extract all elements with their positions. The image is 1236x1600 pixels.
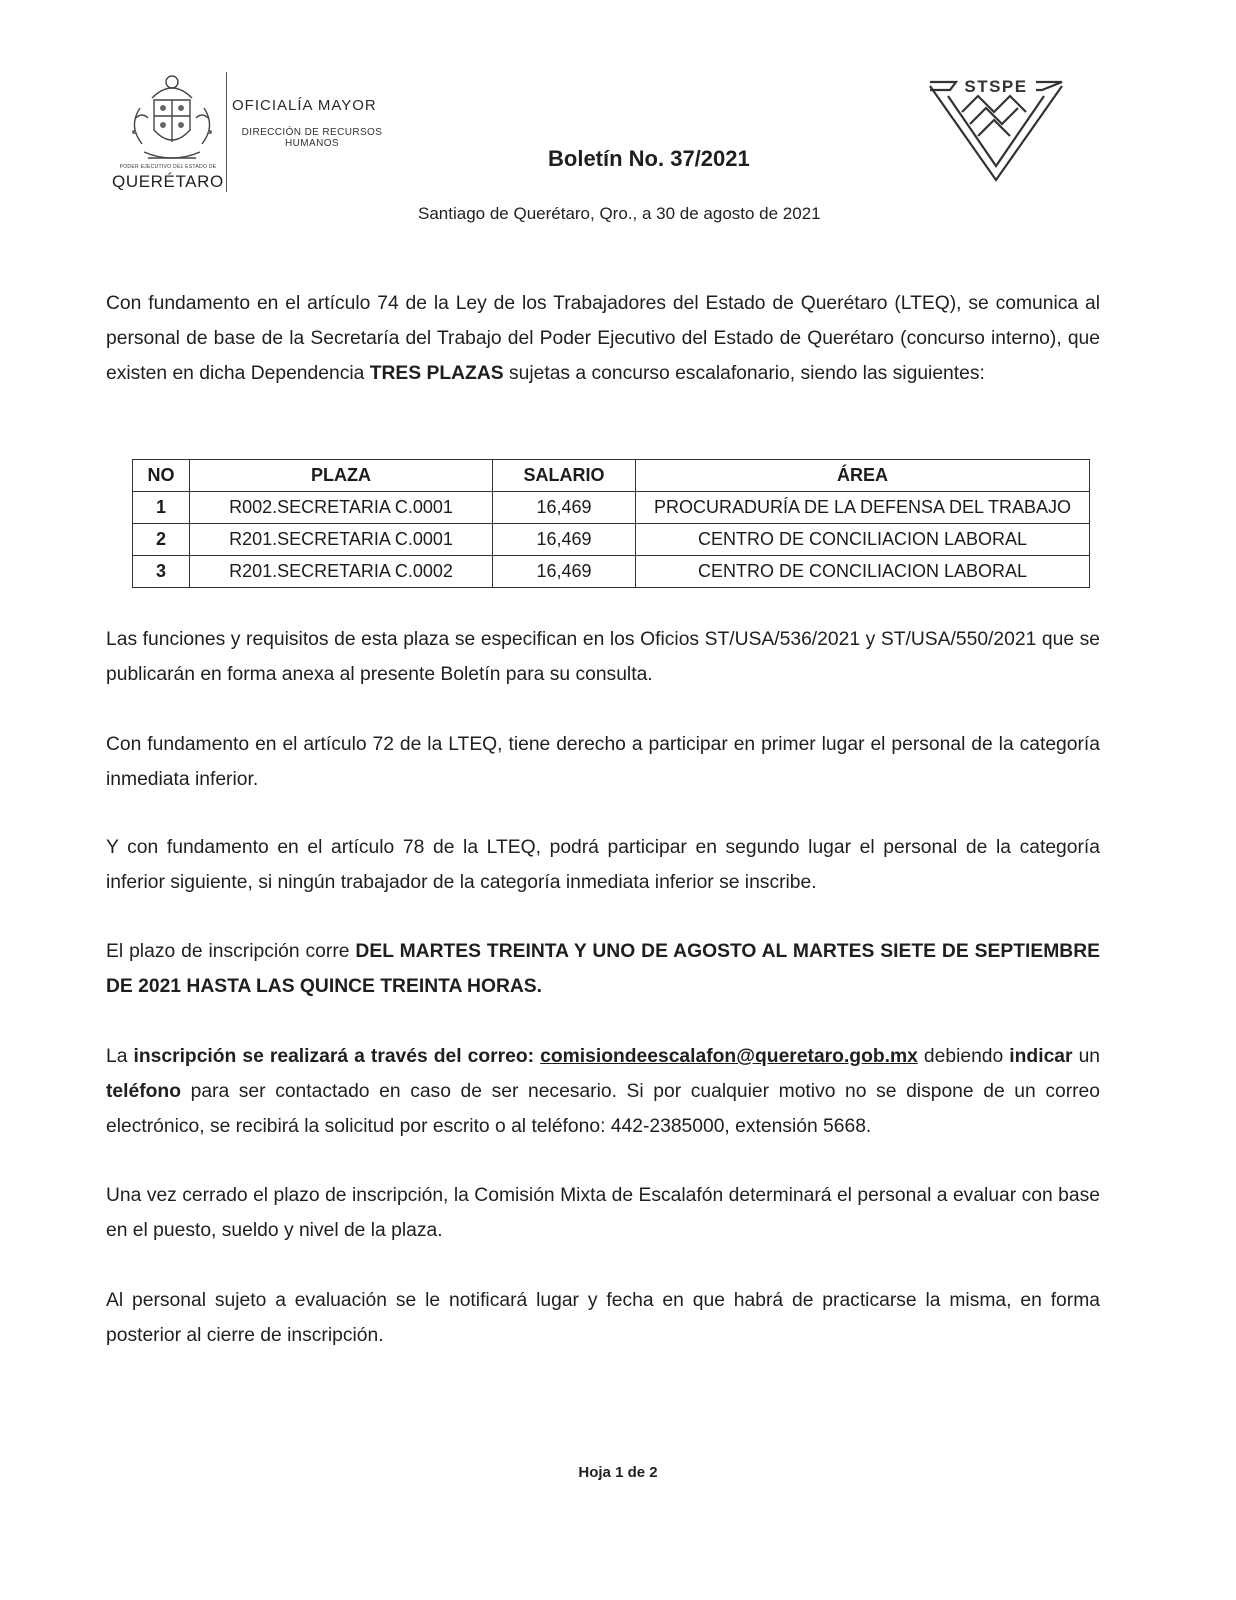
- header-area: ÁREA: [636, 460, 1090, 492]
- header-divider: [226, 72, 227, 192]
- functions-paragraph: Las funciones y requisitos de esta plaza se especifican en los Oficios ST/USA/536/2021 y ST/USA/550/2021 que se publicarán en forma anexa al presente Boletín para su consulta.: [106, 629, 1100, 685]
- article-72-paragraph: Con fundamento en el artículo 72 de la LTEQ, tiene derecho a participar en primer lugar el personal de la categoría inmediata inferior.: [106, 734, 1100, 790]
- cell-salario: 16,469: [493, 492, 636, 524]
- intro-bold-text: TRES PLAZAS: [369, 363, 504, 384]
- positions-table: [132, 459, 1090, 588]
- registration-text-4: para ser contactado en caso de ser necesario. Si por cualquier motivo no se dispone de un correo electrónico, se recibirá la solicitud por escrito o al teléfono: 442-2385000, extensión 5668.: [106, 1081, 1100, 1137]
- intro-paragraph: [106, 286, 1100, 391]
- union-logo-text: STSPE: [964, 77, 1028, 96]
- registration-text-3: un: [1072, 1046, 1101, 1067]
- deadline-paragraph: [106, 934, 1100, 1004]
- cell-plaza: R201.SECRETARIA C.0002: [190, 556, 493, 588]
- table-row: [133, 492, 1090, 524]
- table-row: [133, 556, 1090, 588]
- registration-text-1: La: [106, 1046, 134, 1067]
- cell-salario: 16,469: [493, 524, 636, 556]
- cell-plaza: R201.SECRETARIA C.0001: [190, 524, 493, 556]
- office-department: DIRECCIÓN DE RECURSOS HUMANOS: [241, 127, 383, 149]
- cell-area: CENTRO DE CONCILIACION LABORAL: [636, 556, 1090, 588]
- registration-paragraph: [106, 1039, 1100, 1144]
- coat-of-arms-icon: [122, 68, 222, 168]
- table-header-row: [133, 460, 1090, 492]
- registration-bold-2: indicar: [1009, 1046, 1073, 1067]
- evaluation-paragraph: Al personal sujeto a evaluación se le notificará lugar y fecha en que habrá de practicarse la misma, en forma posterior al cierre de inscripción.: [106, 1290, 1100, 1346]
- table-row: [133, 524, 1090, 556]
- registration-bold-3: teléfono: [106, 1081, 181, 1102]
- state-name: QUERÉTARO: [112, 172, 224, 191]
- state-caption: PODER EJECUTIVO DEL ESTADO DE: [119, 164, 217, 170]
- cell-area: CENTRO DE CONCILIACION LABORAL: [636, 524, 1090, 556]
- page-number: Hoja 1 de 2: [578, 1464, 658, 1481]
- header-plaza: PLAZA: [190, 460, 493, 492]
- cell-area: PROCURADURÍA DE LA DEFENSA DEL TRABAJO: [636, 492, 1090, 524]
- cell-plaza: R002.SECRETARIA C.0001: [190, 492, 493, 524]
- header-no: NO: [133, 460, 190, 492]
- cell-no: 2: [133, 524, 190, 556]
- deadline-text: El plazo de inscripción corre: [106, 941, 356, 962]
- intro-text-end: sujetas a concurso escalafonario, siendo las siguientes:: [503, 363, 985, 384]
- intro-text: Con fundamento en el artículo 74 de la Ley de los Trabajadores del Estado de Querétaro (LTEQ), se comunica al personal de base de la Secretaría del Trabajo del Poder Ejecutivo del Estado de Querétaro (concurso interno), que existen en dicha Dependencia: [106, 293, 1100, 384]
- office-name: OFICIALÍA MAYOR: [232, 97, 377, 114]
- commission-paragraph: Una vez cerrado el plazo de inscripción, la Comisión Mixta de Escalafón determinará el personal a evaluar con base en el puesto, sueldo y nivel de la plaza.: [106, 1185, 1100, 1241]
- cell-no: 1: [133, 492, 190, 524]
- header-salario: SALARIO: [493, 460, 636, 492]
- date-line: Santiago de Querétaro, Qro., a 30 de agosto de 2021: [418, 204, 821, 223]
- cell-no: 3: [133, 556, 190, 588]
- article-78-paragraph: Y con fundamento en el artículo 78 de la LTEQ, podrá participar en segundo lugar el personal de la categoría inferior siguiente, si ningún trabajador de la categoría inmediata inferior se inscribe.: [106, 837, 1100, 893]
- cell-salario: 16,469: [493, 556, 636, 588]
- bulletin-title: Boletín No. 37/2021: [548, 146, 750, 171]
- union-logo-icon: [926, 76, 1066, 188]
- email-link[interactable]: comisiondeescalafon@queretaro.gob.mx: [540, 1046, 918, 1067]
- registration-bold-1: inscripción se realizará a través del correo:: [133, 1046, 535, 1067]
- registration-text-2: debiendo: [917, 1046, 1010, 1067]
- deadline-bold-text: DEL MARTES TREINTA Y UNO DE AGOSTO AL MARTES SIETE DE SEPTIEMBRE DE 2021 HASTA LAS QUINCE TREINTA HORAS.: [106, 941, 1100, 997]
